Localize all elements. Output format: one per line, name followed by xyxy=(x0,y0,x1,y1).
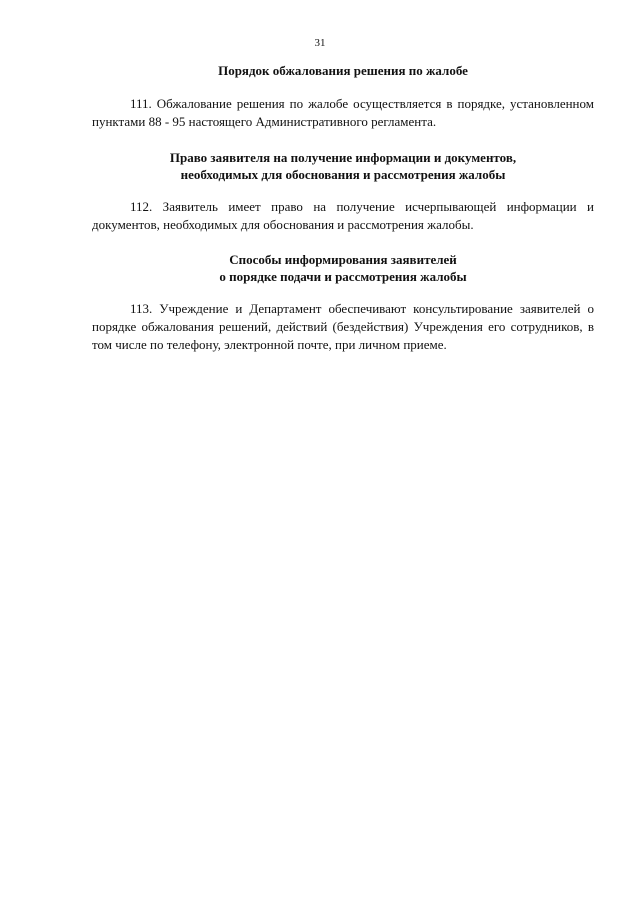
section-heading-right-to-information xyxy=(92,149,594,183)
paragraph-113: 113. Учреждение и Департамент обеспечивают консультирование заявителей о порядке обжалования решений, действий (бездействия) Учреждения его сотрудников, в том числе по телефону, электронной почте, при личном приеме. xyxy=(92,301,594,352)
heading-line: Способы информирования заявителей xyxy=(229,252,457,267)
heading-line: о порядке подачи и рассмотрения жалобы xyxy=(219,269,467,284)
section-heading-appeal-procedure xyxy=(92,62,594,79)
heading-line: Право заявителя на получение информации и документов, xyxy=(169,150,517,165)
document-body xyxy=(92,62,594,354)
paragraph-112: 112. Заявитель имеет право на получение исчерпывающей информации и документов, необходимых для обоснования и рассмотрения жалобы. xyxy=(92,199,594,232)
heading-line: Порядок обжалования решения по жалобе xyxy=(218,63,468,78)
paragraph-111: 111. Обжалование решения по жалобе осуществляется в порядке, установленном пунктами 88 - 95 настоящего Административного регламента. xyxy=(92,96,594,129)
heading-line: необходимых для обоснования и рассмотрения жалобы xyxy=(180,167,506,182)
section-heading-informing-methods xyxy=(92,251,594,285)
page-number: 31 xyxy=(314,37,326,49)
